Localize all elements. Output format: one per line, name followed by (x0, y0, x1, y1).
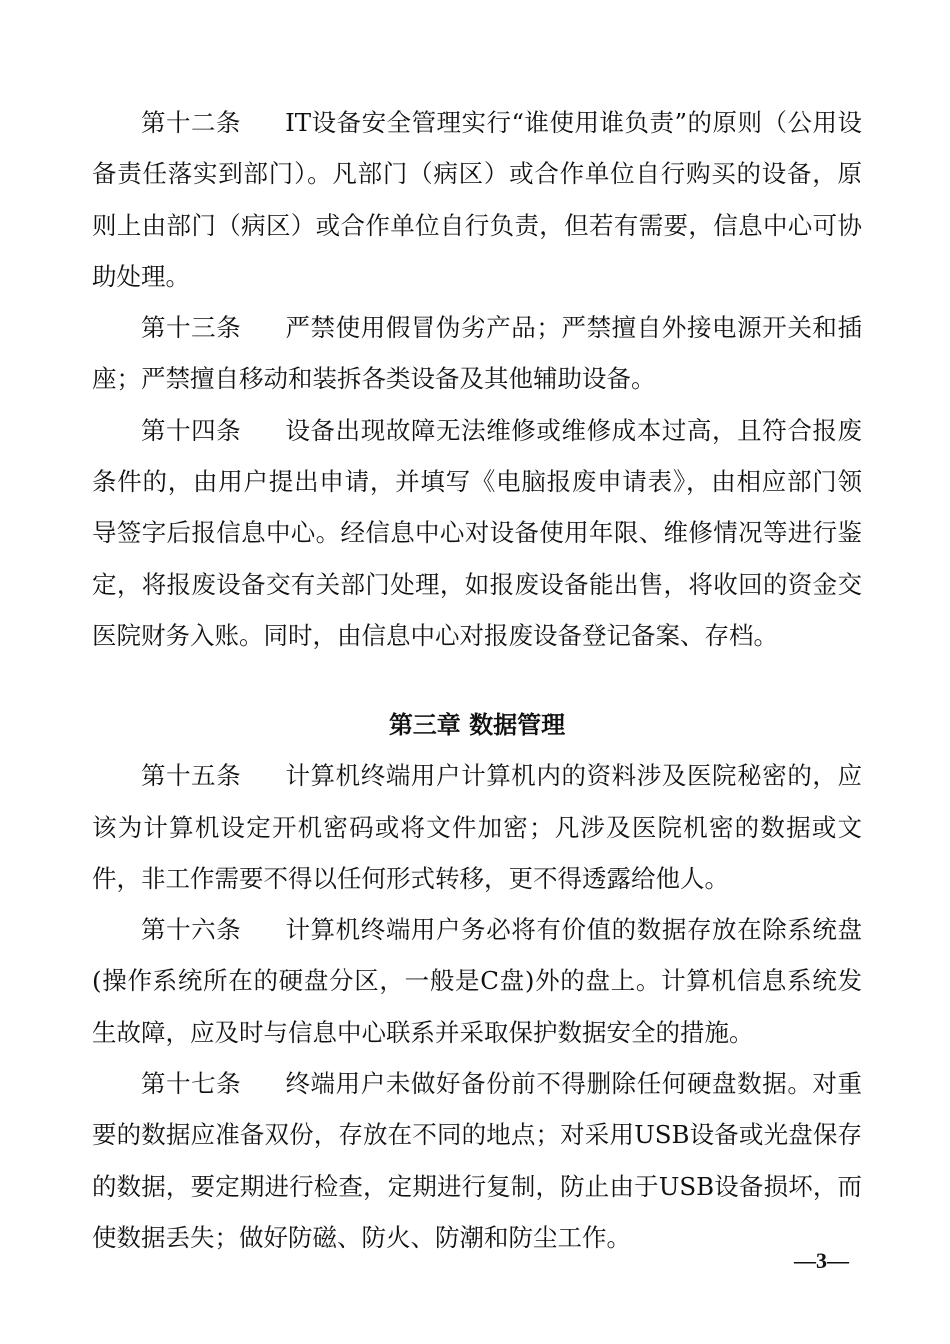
article-15-number: 第十五条 (141, 761, 242, 791)
article-16-text: 计算机终端用户务必将有价值的数据存放在除系统盘(操作系统所在的硬盘分区，一般是C盘)外的盘上。计算机信息系统发生故障，应及时与信息中心联系并采取保护数据安全的措施。 (92, 915, 863, 1047)
article-14-paragraph (92, 405, 862, 661)
article-14-text: 设备出现故障无法维修或维修成本过高，且符合报废条件的，由用户提出申请，并填写《电脑报废申请表》，由相应部门领导签字后报信息中心。经信息中心对设备使用年限、维修情况等进行鉴定，将报废设备交有关部门处理，如报废设备能出售，将收回的资金交医院财务入账。同时，由信息中心对报废设备登记备案、存档。 (92, 415, 863, 650)
article-12-text: IT设备安全管理实行“谁使用谁负责”的原则（公用设备责任落实到部门）。凡部门（病区）或合作单位自行购买的设备，原则上由部门（病区）或合作单位自行负责，但若有需要，信息中心可协助处理。 (92, 108, 862, 291)
article-15-text: 计算机终端用户计算机内的资料涉及医院秘密的，应该为计算机设定开机密码或将文件加密；凡涉及医院机密的数据或文件，非工作需要不得以任何形式转移，更不得透露给他人。 (92, 761, 863, 893)
article-17-text: 终端用户未做好备份前不得删除任何硬盘数据。对重要的数据应准备双份，存放在不同的地点；对采用USB设备或光盘保存的数据，要定期进行检查，定期进行复制，防止由于USB设备损坏，而使数据丢失；做好防磁、防火、防潮和防尘工作。 (92, 1069, 863, 1252)
article-15-paragraph (92, 750, 862, 904)
chapter-title: 第三章 数据管理 (388, 711, 566, 740)
page-number: —3— (794, 1248, 849, 1273)
article-12-number: 第十二条 (141, 108, 241, 137)
document-body (92, 97, 862, 1263)
article-14-number: 第十四条 (141, 415, 242, 445)
article-16-paragraph (92, 904, 862, 1058)
article-13-paragraph (92, 302, 862, 405)
article-13-text: 严禁使用假冒伪劣产品；严禁擅自外接电源开关和插座；严禁擅自移动和装拆各类设备及其他辅助设备。 (92, 313, 863, 394)
article-17-paragraph (92, 1058, 862, 1263)
article-16-number: 第十六条 (141, 915, 242, 945)
article-12-paragraph (92, 97, 862, 302)
article-13-number: 第十三条 (141, 313, 242, 343)
article-17-number: 第十七条 (141, 1069, 242, 1099)
